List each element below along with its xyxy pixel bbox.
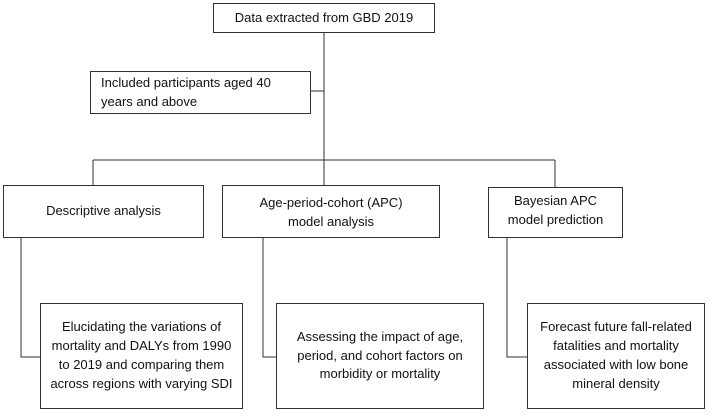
branch-box-bayesian: [488, 187, 623, 238]
inclusion-label: Included participants aged 40 years and above: [101, 74, 271, 109]
connector-elbow-2: [263, 238, 276, 357]
detail-box-descriptive: [40, 303, 243, 409]
detail-box-bayesian: [527, 303, 705, 409]
branch-title-bayesian: Bayesian APC model prediction: [507, 193, 604, 227]
detail-text-bayesian: Forecast future fall-related fatalities and mortality associated with low bone mineral density: [540, 319, 692, 391]
branch-title-descriptive: Descriptive analysis: [46, 203, 161, 219]
branch-box-apc: [222, 185, 440, 238]
detail-text-descriptive: Elucidating the variations of mortality and DALYs from 1990 to 2019 and comparing them across regions with varying SDI: [50, 319, 233, 391]
branch-title-apc: Age-period-cohort (APC) model analysis: [259, 195, 403, 229]
branch-box-descriptive: [3, 185, 204, 238]
root-box: [213, 3, 435, 33]
connector-elbow-1: [21, 238, 40, 357]
detail-box-apc: [276, 303, 484, 409]
inclusion-box: [90, 71, 311, 114]
root-label: Data extracted from GBD 2019: [234, 9, 414, 25]
detail-text-apc: Assessing the impact of age, period, and cohort factors on morbidity or mortality: [296, 328, 464, 382]
connector-elbow-3: [507, 238, 527, 357]
